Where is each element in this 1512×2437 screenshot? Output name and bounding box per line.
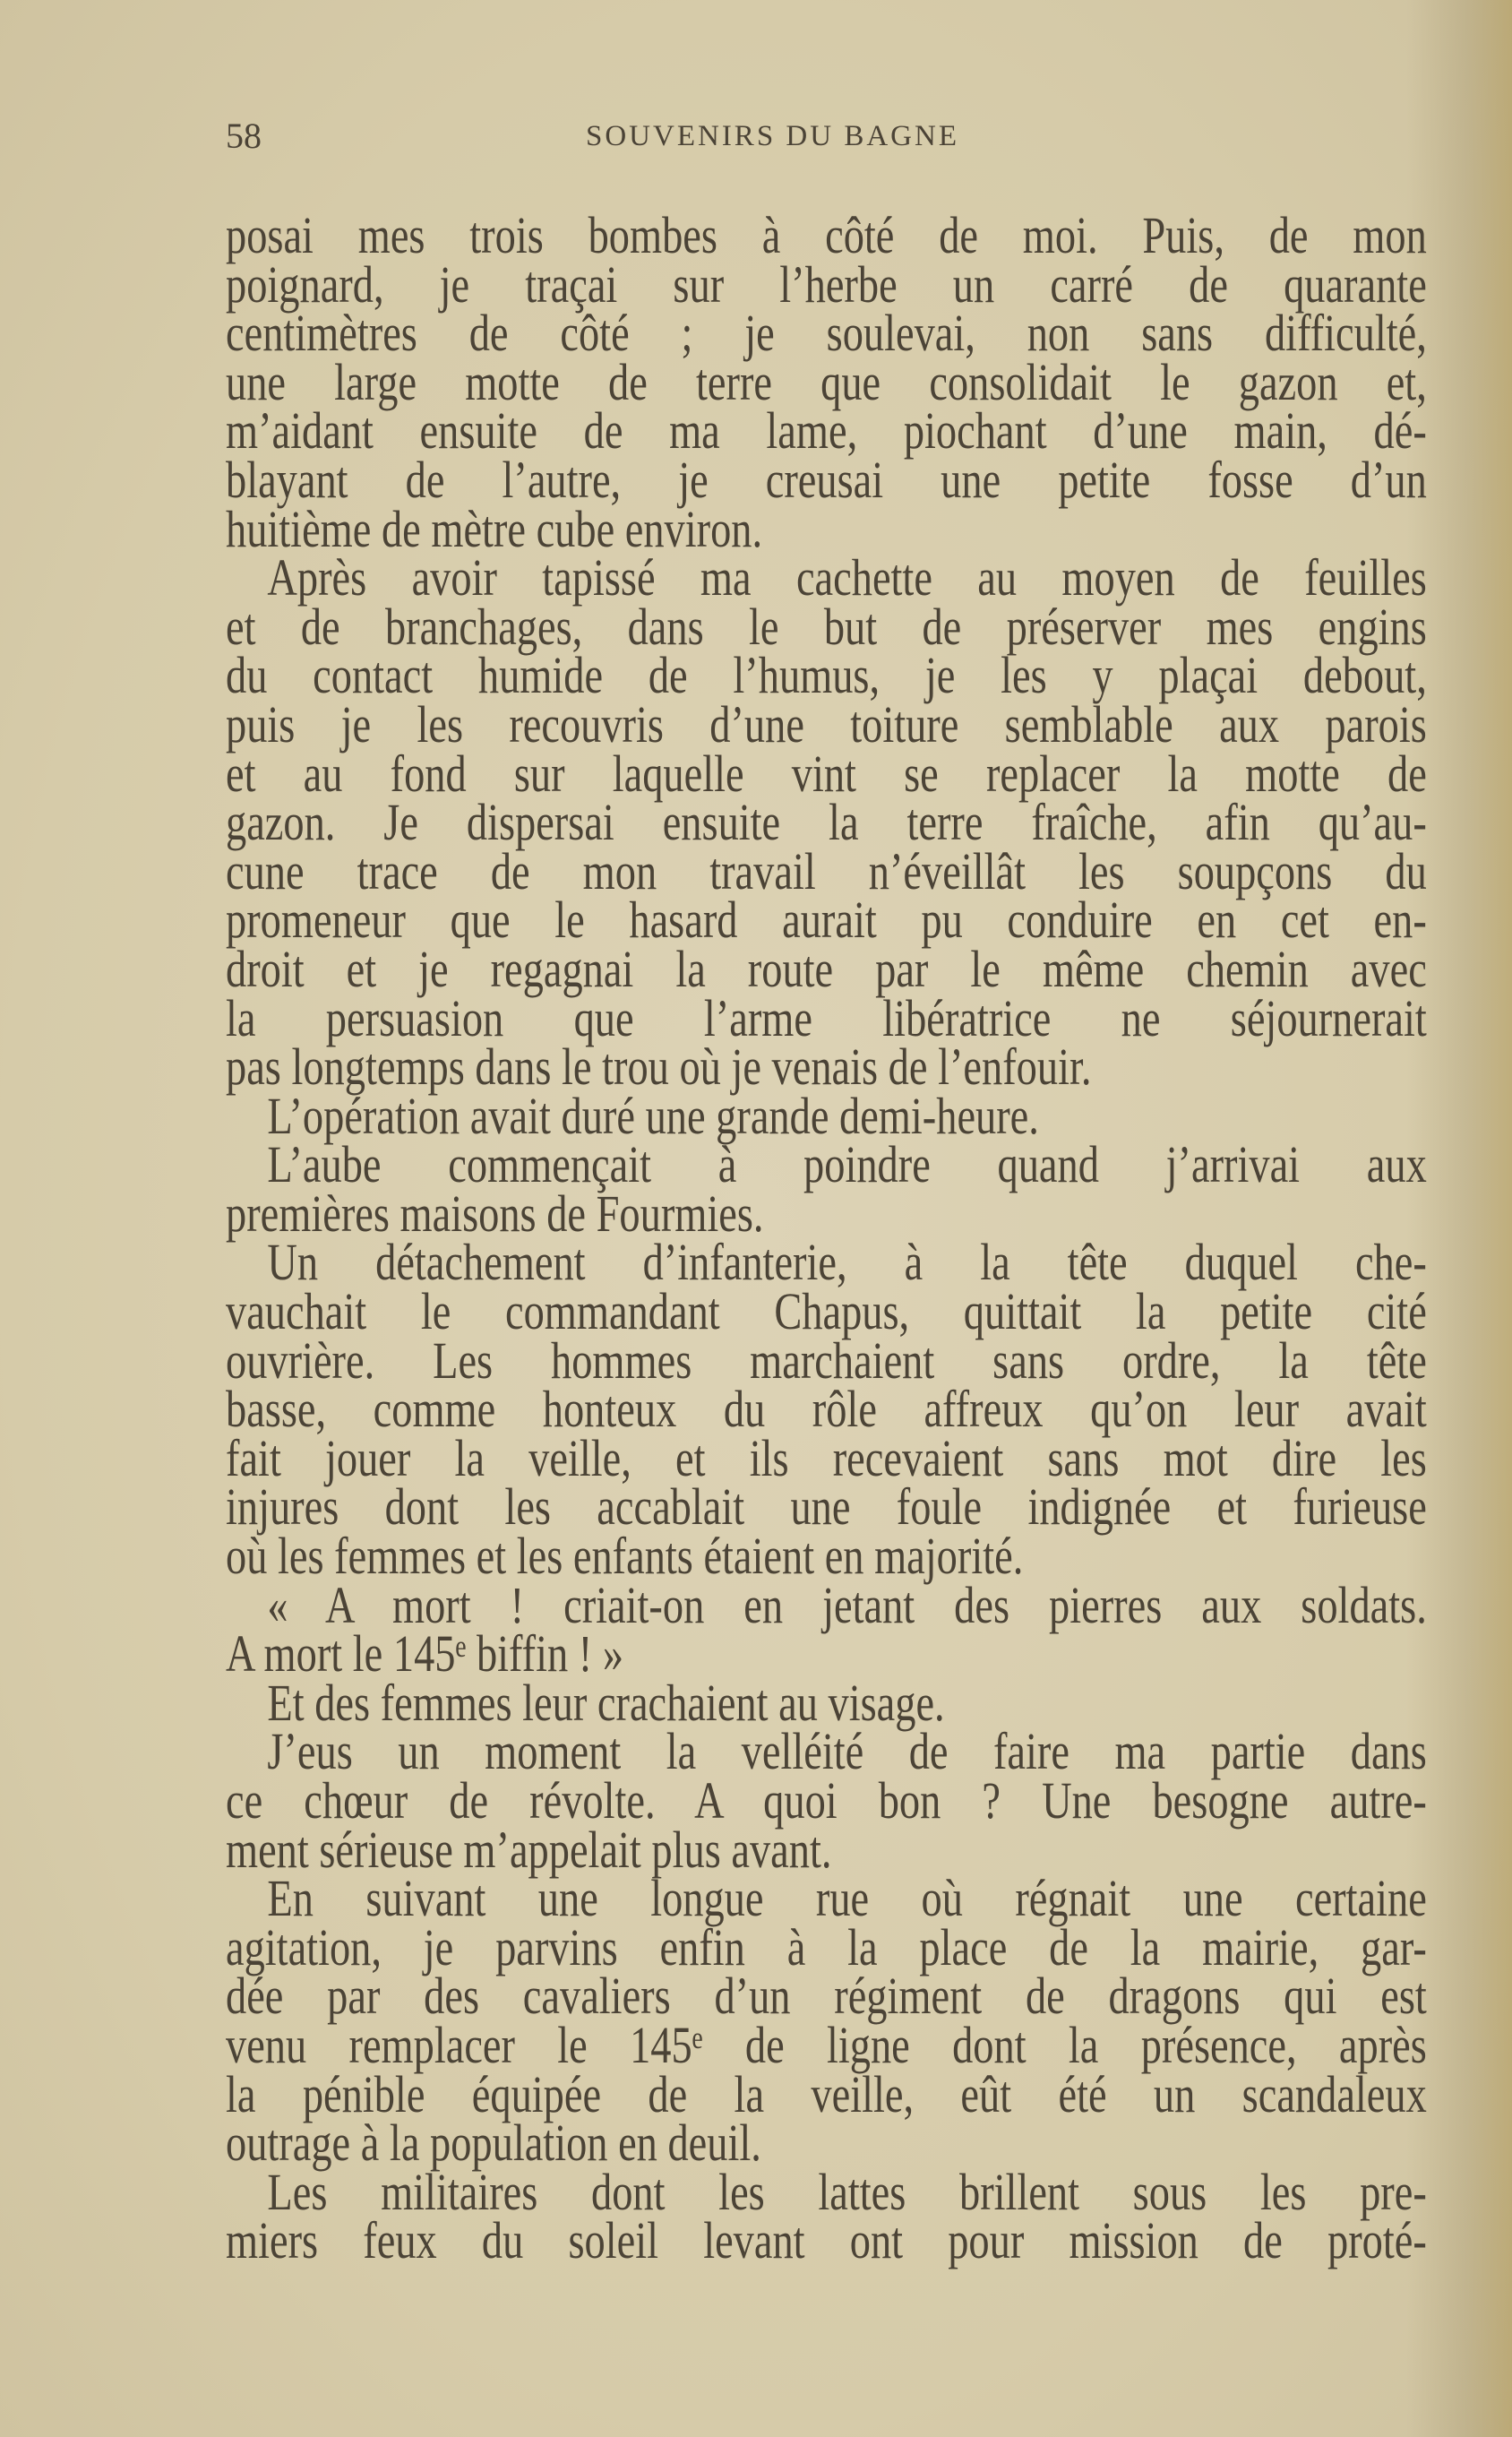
text-line: outrage à la population en deuil.	[226, 2114, 761, 2173]
text-line: promeneur que le hasard aurait pu conduire en cet en-	[226, 891, 1427, 950]
text-line: puis je les recouvris d’une toiture semblable aux parois	[226, 694, 1427, 753]
text-line: A mort le 145ᵉ biffin ! »	[226, 1624, 624, 1684]
text-line: et au fond sur laquelle vint se replacer la motte de	[226, 744, 1427, 803]
text-line: Un détachement d’infanterie, à la tête duquel che-	[267, 1233, 1427, 1292]
text-line: poignard, je traçai sur l’herbe un carré de quarante	[226, 254, 1427, 314]
text-line: En suivant une longue rue où régnait une certaine	[267, 1869, 1427, 1928]
text-line: centimètres de côté ; je soulevai, non sans difficulté,	[226, 304, 1427, 363]
text-line: la persuasion que l’arme libératrice ne séjournerait	[226, 988, 1427, 1047]
text-line: gazon. Je dispersai ensuite la terre fraîche, afin qu’au-	[226, 793, 1427, 852]
body-text	[226, 206, 1427, 2270]
text-line: injures dont les accablait une foule indignée et furieuse	[226, 1477, 1427, 1537]
text-line: une large motte de terre que consolidait le gazon et,	[226, 352, 1427, 411]
text-line: et de branchages, dans le but de préserver mes engins	[226, 597, 1427, 656]
text-line: « A mort ! criait-on en jetant des pierres aux soldats.	[267, 1575, 1427, 1634]
running-title: SOUVENIRS DU BAGNE	[585, 120, 960, 152]
text-line: Les militaires dont les lattes brillent sous les pre-	[267, 2162, 1427, 2221]
text-line: dée par des cavaliers d’un régiment de dragons qui est	[226, 1967, 1427, 2026]
text-line: m’aidant ensuite de ma lame, piochant d’une main, dé-	[226, 401, 1427, 461]
text-line: cune trace de mon travail n’éveillât les soupçons du	[226, 841, 1427, 900]
text-line: premières maisons de Fourmies.	[226, 1184, 764, 1243]
text-line: J’eus un moment la velléité de faire ma partie dans	[267, 1722, 1427, 1781]
text-line: ment sérieuse m’appelait plus avant.	[226, 1820, 832, 1879]
text-line: fait jouer la veille, et ils recevaient sans mot dire les	[226, 1428, 1427, 1487]
page-number: 58	[226, 116, 262, 156]
page-header	[226, 115, 1427, 159]
text-line: miers feux du soleil levant ont pour mission de proté-	[226, 2211, 1427, 2270]
text-line: vauchait le commandant Chapus, quittait la petite cité	[226, 1282, 1427, 1341]
text-line: du contact humide de l’humus, je les y plaçai debout,	[226, 646, 1427, 705]
text-line: ouvrière. Les hommes marchaient sans ordre, la tête	[226, 1330, 1427, 1390]
text-line: pas longtemps dans le trou où je venais de l’enfouir.	[226, 1038, 1092, 1097]
text-line: blayant de l’autre, je creusai une petite fosse d’un	[226, 450, 1427, 509]
text-line: huitième de mètre cube environ.	[226, 499, 763, 558]
text-line: venu remplacer le 145ᵉ de ligne dont la présence, après	[226, 2015, 1427, 2074]
text-line: droit et je regagnai la route par le même chemin avec	[226, 939, 1427, 998]
text-line: L’opération avait duré une grande demi-heure.	[267, 1086, 1039, 1145]
text-line: basse, comme honteux du rôle affreux qu’on leur avait	[226, 1380, 1427, 1439]
text-line: agitation, je parvins enfin à la place de la mairie, gar-	[226, 1917, 1427, 1976]
text-line: Et des femmes leur crachaient au visage.	[267, 1673, 945, 1732]
text-line: Après avoir tapissé ma cachette au moyen de feuilles	[267, 548, 1427, 607]
text-line: ce chœur de révolte. A quoi bon ? Une besogne autre-	[226, 1771, 1427, 1830]
text-line: la pénible équipée de la veille, eût été un scandaleux	[226, 2064, 1427, 2123]
text-line: posai mes trois bombes à côté de moi. Puis, de mon	[226, 206, 1427, 264]
text-line: L’aube commençait à poindre quand j’arrivai aux	[267, 1135, 1427, 1194]
text-line: où les femmes et les enfants étaient en majorité.	[226, 1527, 1024, 1586]
